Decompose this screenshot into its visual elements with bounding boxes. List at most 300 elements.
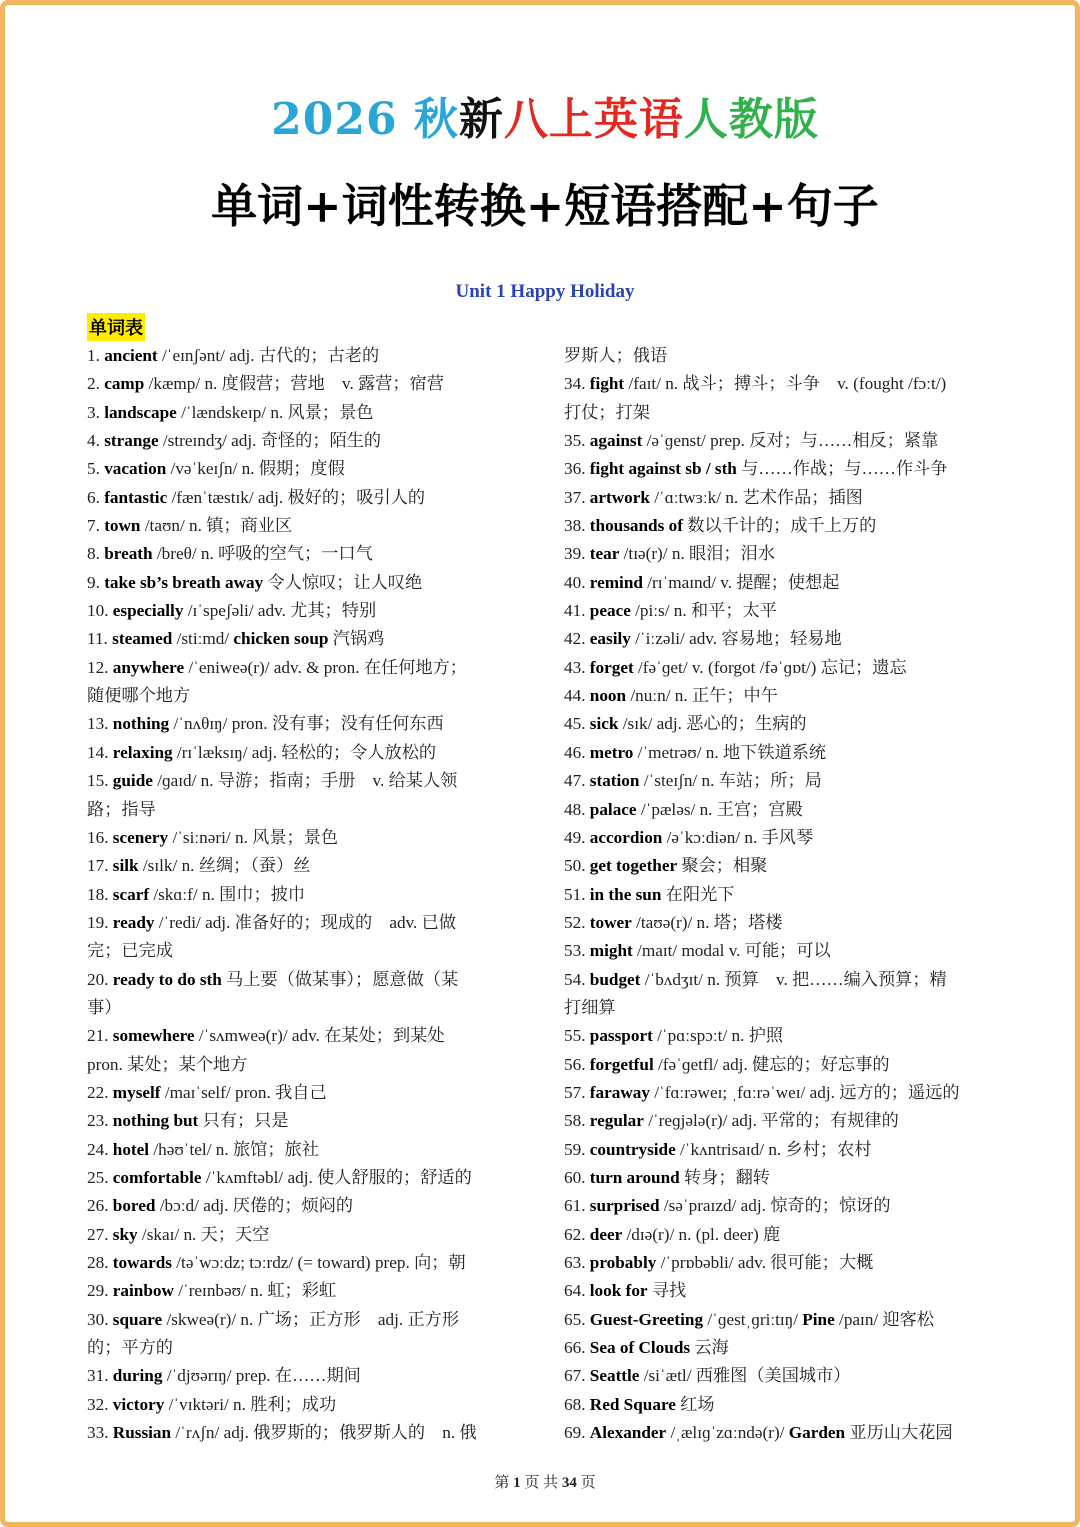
vocab-line [87, 937, 527, 965]
vocab-number: 8. [87, 544, 105, 564]
vocab-number: 51. [564, 884, 590, 904]
vocab-definition: /ˈɡestˌɡriːtɪŋ/ [703, 1309, 803, 1329]
vocab-word: hotel [112, 1139, 150, 1159]
vocab-definition: 只有；只是 [198, 1111, 289, 1131]
vocab-line [564, 1079, 1004, 1107]
vocab-definition: 数以千计的；成千上万的 [682, 516, 877, 536]
footer-page-number: 1 [513, 1475, 521, 1491]
vocab-number: 3. [87, 402, 105, 422]
vocab-definition: /skɑːf/ n. 围巾；披巾 [149, 884, 306, 904]
vocab-definition: 打仗；打架 [564, 402, 650, 422]
vocab-definition: /həʊˈtel/ n. 旅馆；旅社 [149, 1139, 319, 1159]
vocab-number: 16. [87, 827, 113, 847]
vocab-number: 39. [564, 544, 590, 564]
vocab-number: 7. [87, 516, 105, 536]
section-label: 单词表 [87, 313, 145, 341]
vocab-number: 2. [87, 374, 105, 394]
vocab-definition: /vəˈkeɪʃn/ n. 假期；度假 [166, 459, 345, 479]
vocab-number: 24. [87, 1139, 113, 1159]
vocab-word: station [589, 771, 640, 791]
vocab-line [87, 569, 527, 597]
vocab-definition: /ˈɑːtwɜːk/ n. 艺术作品；插图 [649, 487, 863, 507]
vocab-number: 21. [87, 1026, 113, 1046]
vocab-word: strange [104, 431, 159, 451]
vocab-line [87, 767, 527, 795]
vocab-word: sick [589, 714, 619, 734]
vocab-line [564, 654, 1004, 682]
vocab-word: tower [589, 912, 632, 932]
vocab-word: faraway [589, 1082, 650, 1102]
vocab-line [87, 994, 527, 1022]
vocab-definition: /əˈkɔːdiən/ n. 手风琴 [662, 827, 814, 847]
vocab-word: forgetful [589, 1054, 654, 1074]
vocab-number: 41. [564, 601, 590, 621]
vocab-number: 15. [87, 771, 113, 791]
vocab-line [87, 1334, 527, 1362]
vocab-word: surprised [589, 1196, 660, 1216]
vocab-number: 45. [564, 714, 590, 734]
vocab-word: guide [112, 771, 153, 791]
vocab-definition: /bɔːd/ adj. 厌倦的；烦闷的 [155, 1196, 354, 1216]
vocab-number: 28. [87, 1253, 113, 1272]
vocab-definition: 令人惊叹；让人叹绝 [263, 572, 423, 592]
vocab-number: 53. [564, 941, 590, 961]
vocab-line [564, 625, 1004, 653]
vocab-definition: 亚历山大花园 [845, 1423, 953, 1443]
vocab-line [564, 484, 1004, 512]
vocab-number: 17. [87, 856, 113, 876]
vocab-line [564, 966, 1004, 994]
vocab-line [564, 937, 1004, 965]
vocab-word: victory [112, 1394, 165, 1414]
vocab-definition: /dɪə(r)/ n. (pl. deer) 鹿 [622, 1224, 781, 1244]
vocab-number: 22. [87, 1082, 113, 1102]
vocab-number: 11. [87, 629, 113, 649]
vocab-number: 56. [564, 1054, 590, 1074]
vocab-word: Garden [788, 1423, 846, 1443]
vocab-word: take sb’s breath away [104, 572, 264, 592]
vocab-definition: /ˈreɡjələ(r)/ adj. 平常的；有规律的 [643, 1111, 899, 1131]
vocab-number: 54. [564, 969, 590, 989]
vocab-word: rainbow [112, 1281, 174, 1301]
vocab-number: 14. [87, 742, 113, 762]
vocab-line [87, 966, 527, 994]
title-autumn: 秋 [413, 94, 459, 145]
vocab-line [564, 1107, 1004, 1135]
vocab-definition: 事） [87, 997, 122, 1017]
vocab-word: during [112, 1366, 163, 1386]
vocab-line [87, 370, 527, 398]
vocab-word: Red Square [589, 1394, 676, 1414]
vocab-number: 63. [564, 1253, 590, 1272]
vocab-definition: 随便哪个地方 [87, 686, 191, 706]
vocab-definition: /ˈreɪnbəʊ/ n. 虹；彩虹 [173, 1281, 337, 1301]
vocab-line [87, 1277, 527, 1305]
vocab-line [87, 1136, 527, 1164]
vocab-definition: /nuːn/ n. 正午；中午 [626, 686, 778, 706]
vocab-word: forget [589, 657, 634, 677]
vocab-word: bored [112, 1196, 156, 1216]
vocab-line [564, 1249, 1004, 1277]
vocab-line [87, 909, 527, 937]
vocab-line [564, 1221, 1004, 1249]
vocab-definition: /ˈsteɪʃn/ n. 车站；所；局 [639, 771, 822, 791]
vocab-word: silk [112, 856, 139, 876]
vocab-line [87, 1306, 527, 1334]
vocab-line [87, 796, 527, 824]
vocab-line [564, 1277, 1004, 1305]
vocab-line [87, 1051, 527, 1079]
vocab-line [564, 1192, 1004, 1220]
vocab-line [87, 625, 527, 653]
page-footer [5, 1471, 1080, 1492]
vocab-word: look for [589, 1281, 648, 1301]
vocab-line [87, 1221, 527, 1249]
vocab-number: 58. [564, 1111, 590, 1131]
vocab-word: anywhere [112, 657, 185, 677]
vocab-word: palace [589, 799, 637, 819]
footer-total-pages: 34 [561, 1475, 577, 1491]
vocab-definition: /rɪˈmaɪnd/ v. 提醒；使想起 [642, 572, 840, 592]
vocab-line [564, 796, 1004, 824]
vocab-number: 57. [564, 1082, 590, 1102]
vocab-line [564, 1051, 1004, 1079]
vocab-definition: /ˈsʌmweə(r)/ adv. 在某处；到某处 [194, 1026, 445, 1046]
vocab-number: 55. [564, 1026, 590, 1046]
vocab-word: chicken soup [233, 629, 329, 649]
title-year: 2026 [271, 94, 414, 145]
vocab-definition: /tɪə(r)/ n. 眼泪；泪水 [619, 544, 775, 564]
vocab-number: 50. [564, 856, 590, 876]
vocab-word: against [589, 431, 643, 451]
vocab-line [564, 399, 1004, 427]
vocab-line [564, 597, 1004, 625]
vocab-word: myself [112, 1082, 161, 1102]
vocab-word: relaxing [112, 742, 173, 762]
vocab-word: accordion [589, 827, 663, 847]
vocab-line [87, 1079, 527, 1107]
vocab-number: 23. [87, 1111, 113, 1131]
vocab-word: town [104, 516, 141, 536]
vocab-word: fantastic [104, 487, 168, 507]
vocab-column-left [87, 342, 527, 1447]
vocab-number: 5. [87, 459, 105, 479]
vocab-number: 35. [564, 431, 590, 451]
vocab-number: 40. [564, 572, 590, 592]
vocab-word: Guest-Greeting [589, 1309, 704, 1329]
vocab-definition: 打细算 [564, 997, 616, 1017]
vocab-line [564, 824, 1004, 852]
vocab-number: 43. [564, 657, 590, 677]
vocab-word: fight [589, 374, 625, 394]
vocab-word: vacation [104, 459, 167, 479]
vocab-definition: /stiːmd/ [172, 629, 234, 649]
vocab-number: 52. [564, 912, 590, 932]
vocab-number: 31. [87, 1366, 113, 1386]
title-new: 新 [458, 94, 504, 145]
vocab-number: 20. [87, 969, 113, 989]
vocab-line [564, 1136, 1004, 1164]
vocab-word: in the sun [589, 884, 662, 904]
vocab-line [87, 455, 527, 483]
vocab-number: 4. [87, 431, 105, 451]
vocab-line [87, 342, 527, 370]
vocab-number: 68. [564, 1394, 590, 1414]
vocab-word: countryside [589, 1139, 676, 1159]
vocab-word: Seattle [589, 1366, 640, 1386]
vocab-definition: /kæmp/ n. 度假营；营地 v. 露营；宿营 [144, 374, 444, 394]
vocab-word: ready [112, 912, 155, 932]
vocab-definition: /ˈeɪnʃənt/ adj. 古代的；古老的 [157, 346, 380, 365]
vocab-word: regular [589, 1111, 644, 1131]
vocab-word: scarf [112, 884, 150, 904]
vocab-number: 34. [564, 374, 590, 394]
vocab-line [87, 1249, 527, 1277]
vocab-word: Russian [112, 1423, 172, 1443]
vocab-definition: /ɪˈspeʃəli/ adv. 尤其；特别 [183, 601, 377, 621]
vocab-number: 10. [87, 601, 113, 621]
vocab-line [87, 1022, 527, 1050]
vocab-definition: /ˈmetrəʊ/ n. 地下铁道系统 [633, 742, 827, 762]
vocab-word: noon [589, 686, 627, 706]
vocab-definition: /taʊə(r)/ n. 塔；塔楼 [631, 912, 783, 932]
vocab-number: 42. [564, 629, 590, 649]
vocab-line [87, 852, 527, 880]
unit-title: Unit 1 Happy Holiday [455, 281, 635, 302]
footer-middle: 页 共 [520, 1475, 562, 1491]
vocab-definition: /səˈpraɪzd/ adj. 惊奇的；惊讶的 [659, 1196, 891, 1216]
vocab-definition: /maɪt/ modal v. 可能；可以 [632, 941, 831, 961]
vocab-line [87, 682, 527, 710]
vocab-word: peace [589, 601, 631, 621]
vocab-word: square [112, 1309, 163, 1329]
vocab-definition: /əˈɡenst/ prep. 反对；与……相反；紧靠 [642, 431, 939, 451]
vocab-definition: 转身；翻转 [679, 1167, 770, 1187]
vocab-definition: /ˈbʌdʒɪt/ n. 预算 v. 把……编入预算；精 [640, 969, 947, 989]
vocab-number: 26. [87, 1196, 113, 1216]
vocab-definition: /ˈiːzəli/ adv. 容易地；轻易地 [630, 629, 842, 649]
vocab-definition: 路；指导 [87, 799, 156, 819]
vocab-word: towards [112, 1253, 172, 1272]
vocab-word: sky [112, 1224, 138, 1244]
vocab-word: Pine [802, 1309, 835, 1329]
vocab-number: 61. [564, 1196, 590, 1216]
vocab-definition: 的；平方的 [87, 1338, 173, 1358]
vocab-line [564, 342, 1004, 370]
vocab-definition: /streɪndʒ/ adj. 奇怪的；陌生的 [158, 431, 382, 451]
vocab-number: 13. [87, 714, 113, 734]
vocab-line [87, 824, 527, 852]
vocab-definition: /təˈwɔːdz; tɔːrdz/ (= toward) prep. 向；朝 [171, 1253, 466, 1272]
vocab-definition: /ˈvɪktəri/ n. 胜利；成功 [164, 1394, 337, 1414]
vocab-word: ready to do sth [112, 969, 222, 989]
footer-suffix: 页 [576, 1475, 596, 1491]
vocab-definition: /rɪˈlæksɪŋ/ adj. 轻松的；令人放松的 [172, 742, 437, 762]
vocab-word: deer [589, 1224, 623, 1244]
vocab-number: 9. [87, 572, 105, 592]
vocab-definition: /skweə(r)/ n. 广场；正方形 adj. 正方形 [162, 1309, 460, 1329]
vocab-definition: /taʊn/ n. 镇；商业区 [140, 516, 293, 536]
vocab-number: 65. [564, 1309, 590, 1329]
vocab-definition: 罗斯人；俄语 [564, 346, 668, 365]
vocab-definition: /breθ/ n. 呼吸的空气；一口气 [152, 544, 373, 564]
vocab-number: 46. [564, 742, 590, 762]
vocab-definition: /ɡaɪd/ n. 导游；指南；手册 v. 给某人领 [152, 771, 458, 791]
vocab-definition: 在阳光下 [661, 884, 735, 904]
vocab-definition: /piːs/ n. 和平；太平 [630, 601, 777, 621]
vocab-line [564, 994, 1004, 1022]
vocab-definition: /fəˈɡetfl/ adj. 健忘的；好忘事的 [653, 1054, 890, 1074]
vocab-definition: /ˈkʌmftəbl/ adj. 使人舒服的；舒适的 [201, 1167, 472, 1187]
vocab-definition: /ˌælɪɡˈzɑːndə(r)/ [666, 1423, 789, 1443]
vocab-word: might [589, 941, 633, 961]
vocab-word: budget [589, 969, 641, 989]
vocab-definition: /ˈkʌntrisaɪd/ n. 乡村；农村 [675, 1139, 872, 1159]
vocab-definition: /sɪlk/ n. 丝绸；（蚕）丝 [138, 856, 311, 876]
vocab-line [564, 852, 1004, 880]
vocab-line [564, 569, 1004, 597]
vocab-word: comfortable [112, 1167, 202, 1187]
vocab-definition: /ˈdjʊərɪŋ/ prep. 在……期间 [162, 1366, 361, 1386]
vocab-line [87, 881, 527, 909]
vocab-line [87, 739, 527, 767]
vocab-word: probably [589, 1253, 657, 1272]
vocab-number: 69. [564, 1423, 590, 1443]
vocab-definition: /siˈætl/ 西雅图（美国城市） [639, 1366, 851, 1386]
vocab-word: steamed [112, 629, 173, 649]
vocab-line [564, 1419, 1004, 1447]
subtitle: 单词+词性转换+短语搭配+句子 [211, 179, 879, 233]
footer-prefix: 第 [494, 1475, 514, 1491]
vocab-definition: /ˈlændskeɪp/ n. 风景；景色 [176, 402, 374, 422]
vocab-definition: /ˈrʌʃn/ adj. 俄罗斯的；俄罗斯人的 n. 俄 [171, 1423, 477, 1443]
vocab-number: 32. [87, 1394, 113, 1414]
vocab-number: 19. [87, 912, 113, 932]
vocab-word: landscape [104, 402, 177, 422]
vocab-line [87, 597, 527, 625]
vocab-line [564, 1022, 1004, 1050]
vocab-line [87, 1419, 527, 1447]
vocab-definition: 寻找 [647, 1281, 687, 1301]
vocab-number: 60. [564, 1167, 590, 1187]
vocab-line [564, 909, 1004, 937]
vocab-line [564, 370, 1004, 398]
vocab-line [87, 1164, 527, 1192]
vocab-number: 49. [564, 827, 590, 847]
vocab-word: passport [589, 1026, 653, 1046]
vocab-number: 62. [564, 1224, 590, 1244]
vocab-number: 30. [87, 1309, 113, 1329]
vocab-number: 67. [564, 1366, 590, 1386]
vocab-column-right [564, 342, 1004, 1447]
vocab-line [564, 1362, 1004, 1390]
vocab-definition: 完；已完成 [87, 941, 173, 961]
vocab-definition: /ˈeniweə(r)/ adv. & pron. 在任何地方； [184, 657, 467, 677]
vocab-definition: 聚会；相聚 [677, 856, 768, 876]
vocab-word: metro [589, 742, 634, 762]
vocab-definition: /ˈredi/ adj. 准备好的；现成的 adv. 已做 [154, 912, 457, 932]
vocab-line [564, 1334, 1004, 1362]
vocab-definition: 马上要（做某事）；愿意做（某 [221, 969, 459, 989]
main-title [5, 83, 1080, 147]
vocab-line [564, 710, 1004, 738]
vocab-definition: /ˈpæləs/ n. 王宫；宫殿 [636, 799, 803, 819]
vocab-definition: /ˈfɑːrəweɪ; ˌfɑːrəˈweɪ/ adj. 远方的；遥远的 [649, 1082, 960, 1102]
vocab-word: Alexander [589, 1423, 667, 1443]
vocab-definition: /ˈsiːnəri/ n. 风景；景色 [168, 827, 339, 847]
vocab-definition: 汽锅鸡 [328, 629, 385, 649]
vocab-line [564, 739, 1004, 767]
vocab-line [87, 1391, 527, 1419]
vocab-number: 25. [87, 1167, 113, 1187]
vocab-number: 64. [564, 1281, 590, 1301]
vocab-word: especially [112, 601, 184, 621]
title-edition: 人教版 [683, 94, 819, 145]
vocab-line [564, 1306, 1004, 1334]
vocab-word: breath [104, 544, 153, 564]
vocab-line [87, 540, 527, 568]
vocab-definition: /ˈnʌθɪŋ/ pron. 没有事；没有任何东西 [169, 714, 444, 734]
vocab-line [87, 399, 527, 427]
vocab-word: nothing but [112, 1111, 199, 1131]
vocab-line [564, 767, 1004, 795]
vocab-line [87, 710, 527, 738]
vocab-word: fight against sb / sth [589, 459, 737, 479]
vocab-line [87, 484, 527, 512]
vocab-definition: 红场 [675, 1394, 715, 1414]
vocab-word: tear [589, 544, 620, 564]
vocab-definition: /fænˈtæstɪk/ adj. 极好的；吸引人的 [167, 487, 426, 507]
vocab-line [87, 427, 527, 455]
vocab-line [564, 1164, 1004, 1192]
vocab-definition: pron. 某处；某个地方 [87, 1054, 248, 1074]
vocab-word: easily [589, 629, 631, 649]
vocab-number: 29. [87, 1281, 113, 1301]
vocab-number: 47. [564, 771, 590, 791]
vocab-line [564, 1391, 1004, 1419]
vocab-word: turn around [589, 1167, 680, 1187]
vocab-definition: /paɪn/ 迎客松 [834, 1309, 935, 1329]
vocab-definition: /faɪt/ n. 战斗；搏斗；斗争 v. (fought /fɔːt/) [624, 374, 947, 394]
vocab-word: nothing [112, 714, 170, 734]
vocab-number: 36. [564, 459, 590, 479]
vocab-line [564, 512, 1004, 540]
vocab-number: 33. [87, 1423, 113, 1443]
vocab-definition: /sɪk/ adj. 恶心的；生病的 [618, 714, 807, 734]
vocab-word: thousands of [589, 516, 683, 536]
vocab-line [564, 682, 1004, 710]
vocab-definition: /fəˈɡet/ v. (forgot /fəˈɡɒt/) 忘记；遗忘 [633, 657, 907, 677]
vocab-definition: /ˈprɒbəbli/ adv. 很可能；大概 [656, 1253, 874, 1272]
vocab-number: 44. [564, 686, 590, 706]
vocab-word: remind [589, 572, 643, 592]
vocab-line [87, 512, 527, 540]
vocab-definition: /skaɪ/ n. 天；天空 [137, 1224, 270, 1244]
vocab-definition: 云海 [690, 1338, 729, 1358]
vocab-line [87, 1192, 527, 1220]
vocab-number: 48. [564, 799, 590, 819]
vocab-word: Sea of Clouds [589, 1338, 691, 1358]
vocab-number: 27. [87, 1224, 113, 1244]
vocab-line [564, 881, 1004, 909]
vocab-word: scenery [112, 827, 169, 847]
vocab-number: 59. [564, 1139, 590, 1159]
vocab-word: get together [589, 856, 678, 876]
vocab-definition: 与……作战；与……作斗争 [736, 459, 948, 479]
vocab-number: 38. [564, 516, 590, 536]
vocab-line [87, 1107, 527, 1135]
vocab-word: camp [104, 374, 145, 394]
